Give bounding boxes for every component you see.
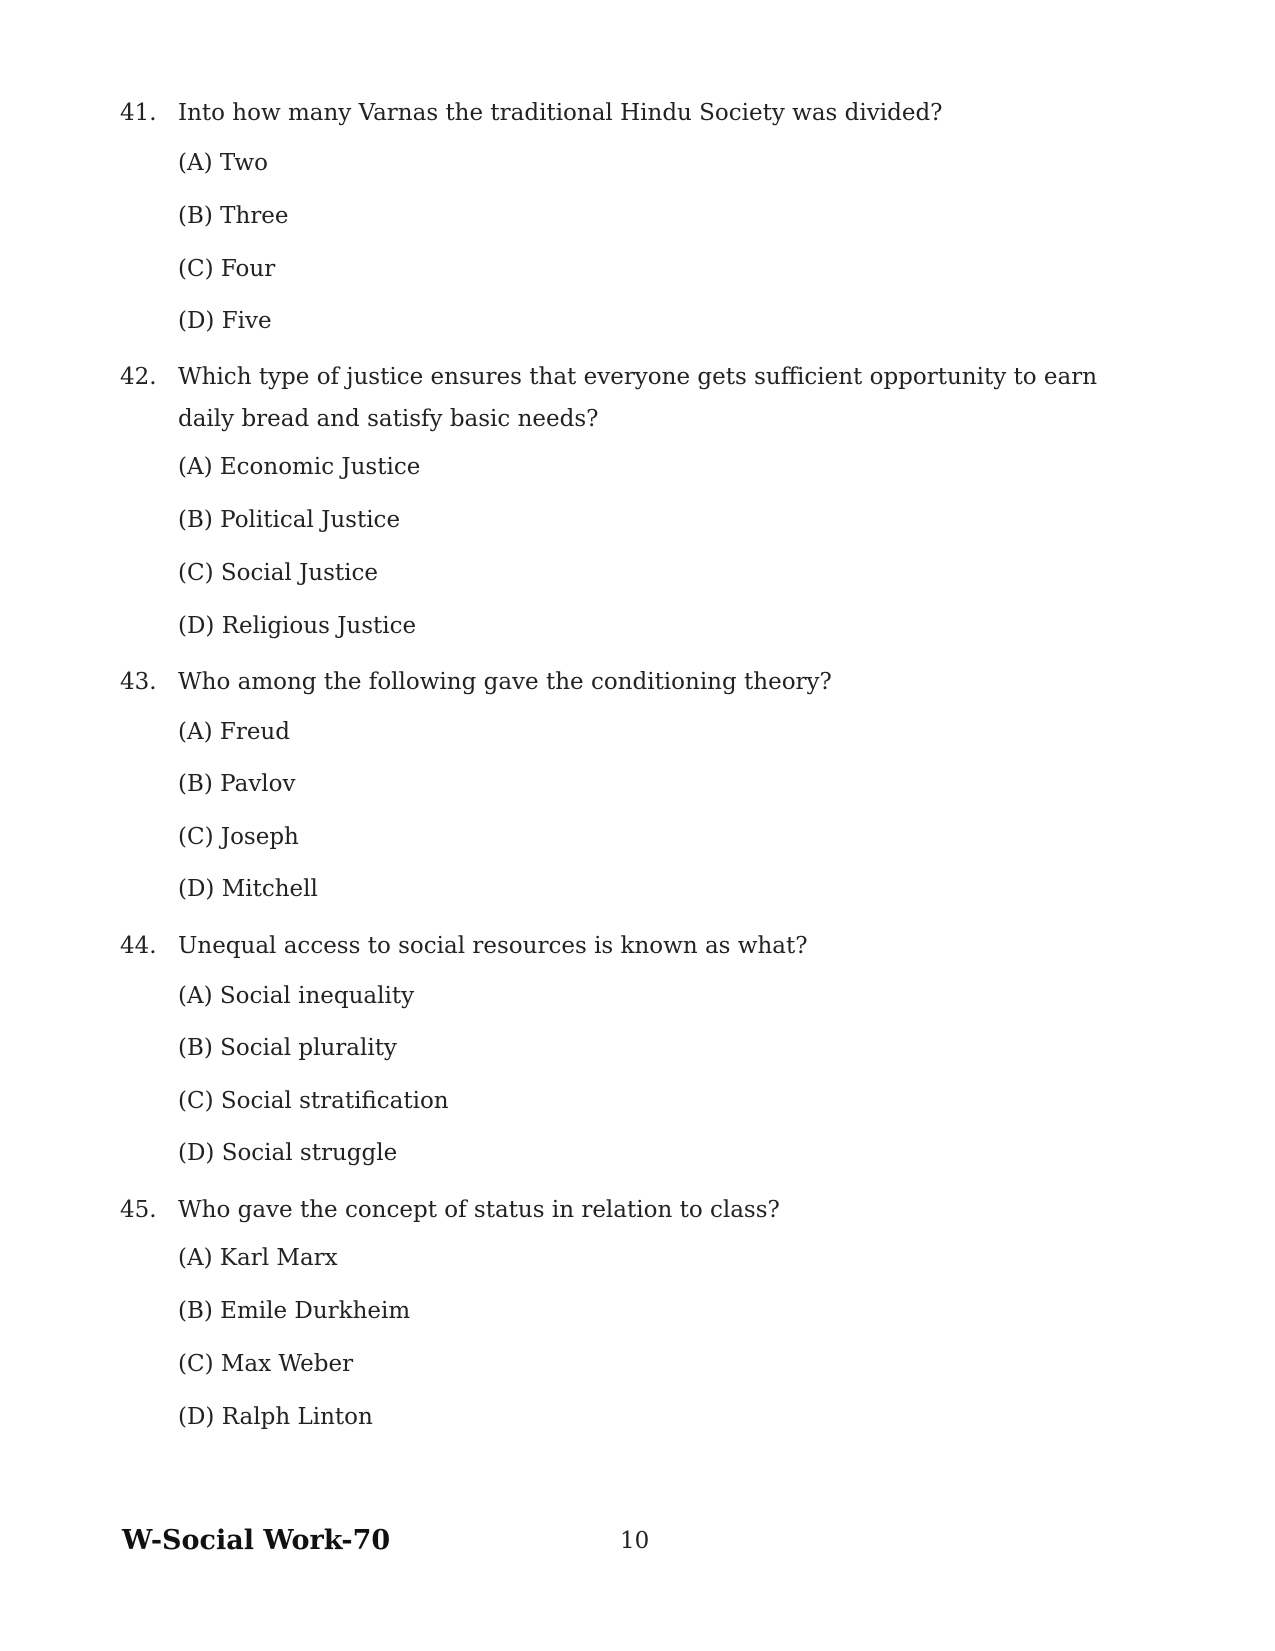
option-b: (B) Social plurality bbox=[178, 1035, 397, 1061]
question-text: Into how many Varnas the traditional Hindu Society was divided? bbox=[178, 100, 943, 126]
option-d: (D) Social struggle bbox=[178, 1140, 398, 1166]
question-text: Unequal access to social resources is known as what? bbox=[178, 933, 808, 959]
option-c: (C) Max Weber bbox=[178, 1351, 354, 1377]
question-number: 43. bbox=[120, 669, 157, 695]
option-b: (B) Emile Durkheim bbox=[178, 1298, 411, 1324]
option-d: (D) Mitchell bbox=[178, 876, 318, 902]
option-a: (A) Freud bbox=[178, 719, 290, 745]
question-number: 44. bbox=[120, 933, 157, 959]
option-c: (C) Joseph bbox=[178, 824, 299, 850]
option-c: (C) Social stratification bbox=[178, 1088, 449, 1114]
question-text: Who among the following gave the conditioning theory? bbox=[178, 669, 832, 695]
option-d: (D) Religious Justice bbox=[178, 613, 417, 639]
footer-title: W-Social Work-70 bbox=[122, 1525, 391, 1556]
question-text: Who gave the concept of status in relation to class? bbox=[178, 1197, 780, 1223]
option-b: (B) Political Justice bbox=[178, 507, 401, 533]
page-number: 10 bbox=[620, 1528, 650, 1554]
option-a: (A) Economic Justice bbox=[178, 454, 421, 480]
question-text: Which type of justice ensures that everyone gets sufficient opportunity to earn daily bread and satisfy basic needs? bbox=[178, 364, 1098, 432]
option-c: (C) Four bbox=[178, 256, 276, 282]
option-d: (D) Five bbox=[178, 308, 272, 334]
option-a: (A) Social inequality bbox=[178, 983, 415, 1009]
question-number: 45. bbox=[120, 1197, 157, 1223]
question-number: 41. bbox=[120, 100, 157, 126]
option-a: (A) Two bbox=[178, 150, 268, 176]
option-b: (B) Pavlov bbox=[178, 771, 296, 797]
option-a: (A) Karl Marx bbox=[178, 1245, 338, 1271]
option-d: (D) Ralph Linton bbox=[178, 1404, 373, 1430]
option-b: (B) Three bbox=[178, 203, 289, 229]
question-number: 42. bbox=[120, 364, 157, 390]
option-c: (C) Social Justice bbox=[178, 560, 379, 586]
